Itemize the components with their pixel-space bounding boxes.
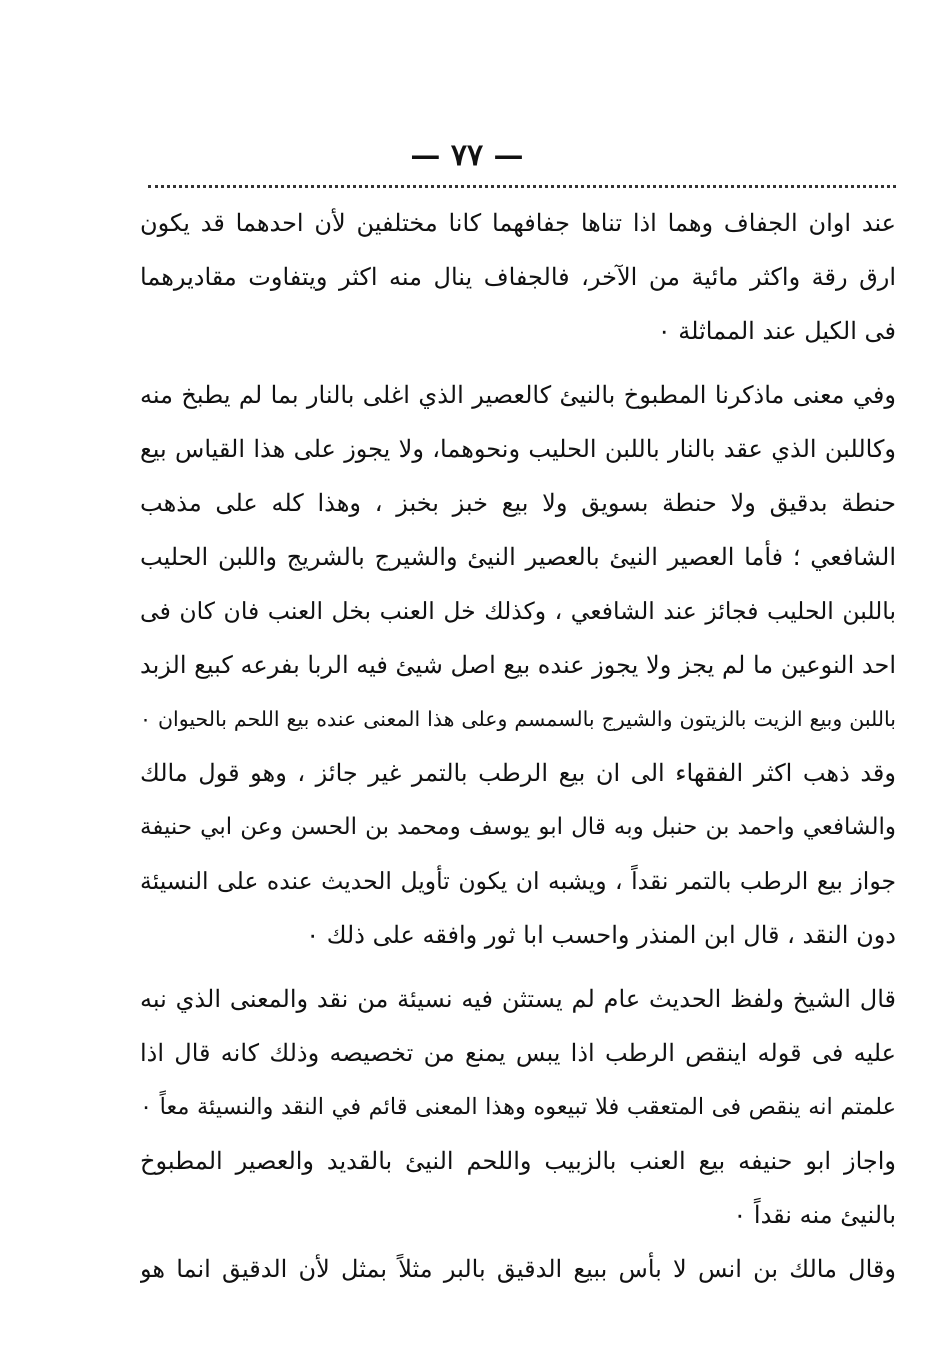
text-line: وفي معنى ماذكرنا المطبوخ بالنيئ كالعصير الذي اغلى بالنار بما لم يطبخ منه: [140, 381, 896, 409]
paragraph-gap: [140, 962, 896, 972]
text-line: وكاللبن الذي عقد بالنار باللبن الحليب ونحوهما، ولا يجوز على هذا القياس بيع: [140, 435, 896, 463]
text-line: علمتم انه ينقص فى المتعقب فلا تبيعوه وهذا المعنى قائم في النقد والنسيئة معاً ٠: [140, 1094, 896, 1120]
text-line: الشافعي ؛ فأما العصير النيئ بالعصير النيئ والشيرج بالشريج واللبن الحليب: [140, 543, 896, 571]
text-line: باللبن وبيع الزيت بالزيتون والشيرج بالسمسم وعلى هذا المعنى عنده بيع اللحم بالحيوان ٠: [140, 707, 896, 731]
text-line: ارق رقة واكثر مائية من الآخر، فالجفاف ينال منه اكثر ويتفاوت مقاديرهما: [140, 263, 896, 291]
text-line: باللبن الحليب فجائز عند الشافعي ، وكذلك خل العنب بخل العنب فان كان فى: [140, 597, 896, 625]
text-line: جواز بيع الرطب بالتمر نقداً ، ويشبه ان يكون تأويل الحديث عنده على النسيئة: [140, 867, 896, 895]
text-line: والشافعي واحمد بن حنبل وبه قال ابو يوسف ومحمد بن الحسن وعن ابي حنيفة: [140, 814, 896, 840]
text-line: وقد ذهب اكثر الفقهاء الى ان بيع الرطب بالتمر غير جائز ، وهو قول مالك: [140, 759, 896, 787]
text-line: بالنيئ منه نقداً ٠: [733, 1201, 896, 1229]
text-line: قال الشيخ ولفظ الحديث عام لم يستثن فيه نسيئة من نقد والمعنى الذي نبه: [140, 985, 896, 1013]
text-line: وقال مالك بن انس لا بأس ببيع الدقيق بالبر مثلاً بمثل لأن الدقيق انما هو: [140, 1255, 896, 1283]
text-line: عليه فى قوله اينقص الرطب اذا يبس يمنع من تخصيصه وذلك كانه قال اذا: [140, 1039, 896, 1067]
text-line: دون النقد ، قال ابن المنذر واحسب ابا ثور وافقه على ذلك ٠: [306, 921, 896, 949]
text-line: احد النوعين ما لم يجز ولا يجوز عنده بيع اصل شيئ فيه الربا بفرعه كبيع الزبد: [140, 651, 896, 679]
body-text: [140, 196, 896, 1296]
text-line: عند اوان الجفاف وهما اذا تناها جفافهما كانا مختلفين لأن احدهما قد يكون: [140, 209, 896, 237]
paragraph-gap: [140, 358, 896, 368]
text-line: حنطة بدقيق ولا حنطة بسويق ولا بيع خبز بخبز ، وهذا كله على مذهب: [140, 489, 896, 517]
page-number: — ٧٧ —: [410, 138, 524, 173]
text-line: واجاز ابو حنيفه بيع العنب بالزبيب واللحم النيئ بالقديد والعصير المطبوخ: [140, 1147, 896, 1175]
text-line: فى الكيل عند المماثلة ٠: [657, 317, 896, 345]
header-divider: [148, 185, 896, 188]
